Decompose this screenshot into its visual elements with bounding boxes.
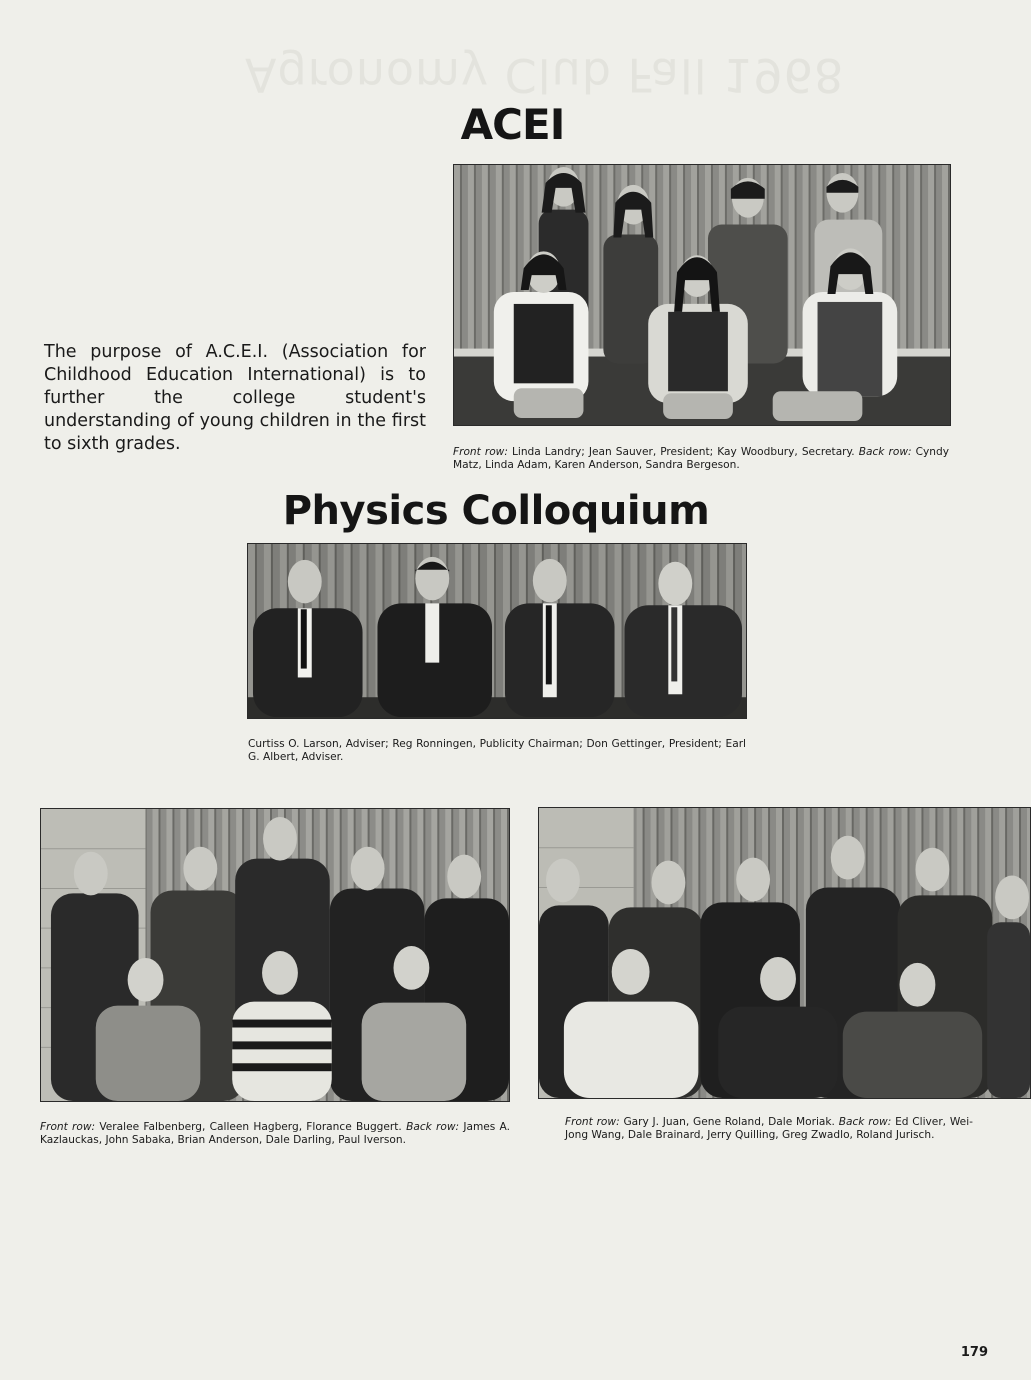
caption-back-names: Ed Cliver, Wei-Jong Wang, Dale Brainard, Jerry Quilling, Greg Zwadlo, Roland Jurisch. xyxy=(565,1116,973,1141)
caption-front-names: Gary J. Juan, Gene Roland, Dale Moriak. xyxy=(623,1116,835,1128)
bleed-through-text: Agronomy Club Fall 1968 xyxy=(245,48,845,102)
caption-front-label: Front row: xyxy=(40,1121,96,1133)
caption-back-label: Back row: xyxy=(406,1121,460,1133)
physics-caption: Curtiss O. Larson, Adviser; Reg Ronningen, Publicity Chairman; Don Gettinger, President; Earl G. Albert, Adviser. xyxy=(248,738,746,763)
caption-front-label: Front row: xyxy=(565,1116,620,1128)
acei-group-photo xyxy=(453,164,951,426)
caption-front-names: Linda Landry; Jean Sauver, President; Kay Woodbury, Secretary. xyxy=(511,446,855,458)
right-group-photo xyxy=(538,807,1031,1099)
left-group-photo xyxy=(40,808,510,1102)
acei-title: ACEI xyxy=(460,100,565,149)
left-group-caption xyxy=(40,1121,510,1147)
acei-caption xyxy=(453,446,949,472)
right-group-caption xyxy=(565,1116,973,1142)
caption-back-names: Cyndy Matz, Linda Adam, Karen Anderson, Sandra Bergeson. xyxy=(453,446,949,471)
caption-back-names: James A. Kazlauckas, John Sabaka, Brian Anderson, Dale Darling, Paul Iverson. xyxy=(40,1121,510,1146)
physics-title: Physics Colloquium xyxy=(282,488,710,534)
caption-back-label: Back row: xyxy=(858,446,912,458)
acei-purpose-text: The purpose of A.C.E.I. (Association for Childhood Education International) is to further the college student's understanding of young children in the first to sixth grades. xyxy=(44,342,426,454)
caption-front-label: Front row: xyxy=(453,446,508,458)
caption-front-names: Veralee Falbenberg, Calleen Hagberg, Florance Buggert. xyxy=(99,1121,402,1133)
caption-back-label: Back row: xyxy=(838,1116,892,1128)
page-number: 179 xyxy=(960,1345,988,1360)
physics-group-photo xyxy=(247,543,747,719)
